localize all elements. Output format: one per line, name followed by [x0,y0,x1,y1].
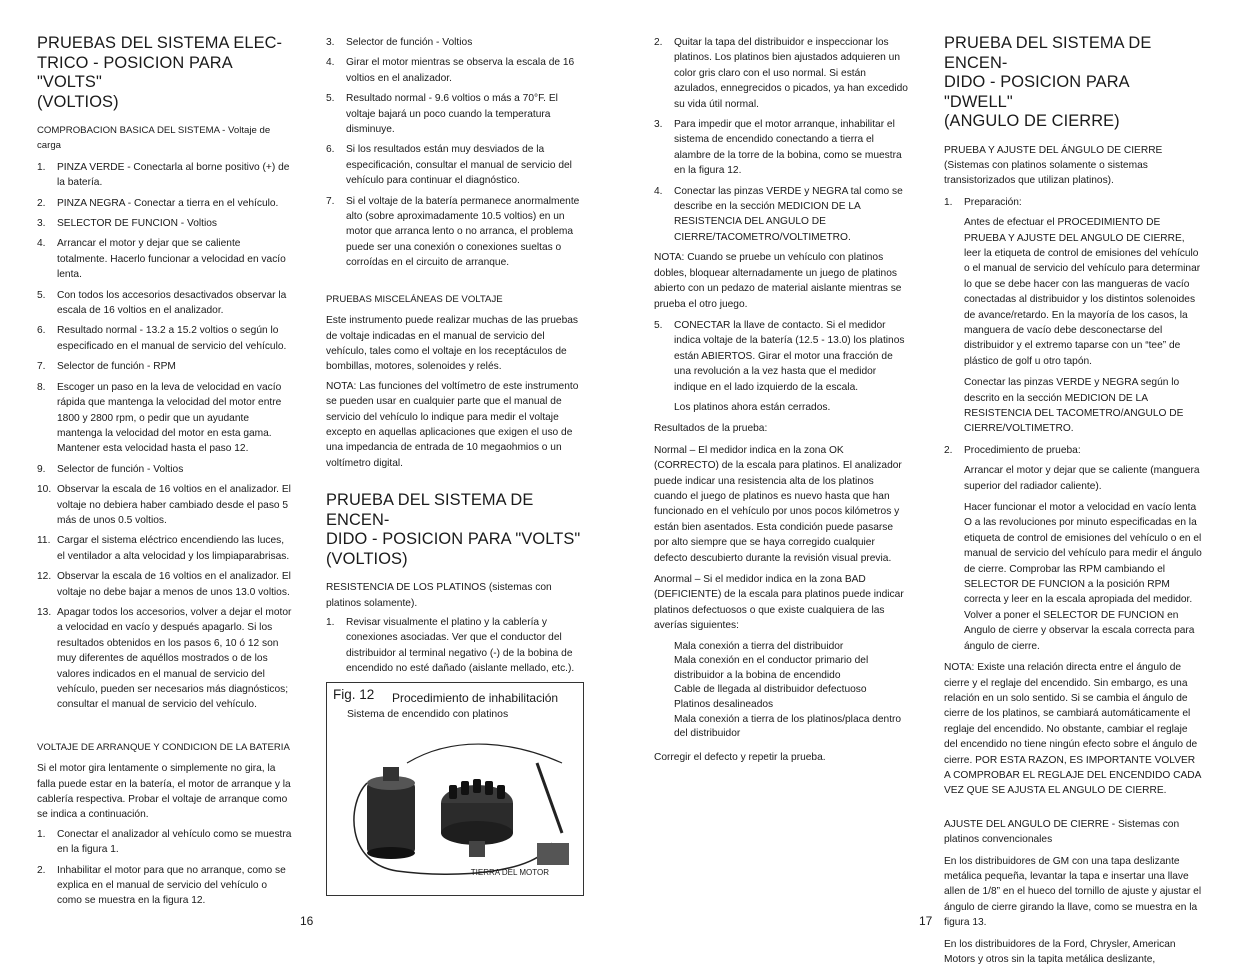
list-item [654,184,908,246]
list-item [326,35,584,50]
list-text: Apagar todos los accesorios, volver a dejar el motor a velocidad en vacío y después apagarlo. Si los resultados obtenidos en los pasos 6, 10 ó 12 son muy diferentes de aquéllos mostrados o de los valores indicados en el manual de servicio del vehículo, pueden ser necesarios más diagnósticos; consultar el manual de servicio del vehículo. [57,606,292,711]
list-number: 5. [37,289,46,301]
list-number: 6. [326,144,335,156]
figure-title: Procedimiento de inhabilitación [392,690,559,705]
list-number: 3. [37,218,46,230]
fault-item: Platinos desalineados [674,699,774,710]
subheading-basic-check: COMPROBACION BASICA DEL SISTEMA - Voltaje de carga [37,125,271,152]
list-number: 2. [37,864,46,876]
figure-12 [326,682,584,896]
list-dwell-steps [944,195,1202,210]
paragraph-note-voltmeter: NOTA: Las funciones del voltímetro de este instrumento se pueden usar en cualquier parte que el manual de servicio del vehículo lo indique para medir el voltaje excepto en aquellas aplicaciones que exigen el uso de una impedancia de entrada de 10 megaohmios o un voltímetro digital. [326,380,579,469]
column-3 [654,35,908,769]
list-item [37,288,293,319]
list-text: Girar el motor mientras se observa la escala de 16 voltios en el analizador. [346,57,575,84]
list-text: Resultado normal - 13.2 a 15.2 voltios o según lo especificado en el manual de servicio del vehículo. [57,325,287,352]
ignition-system-illustration [337,723,572,883]
list-text: PINZA NEGRA - Conectar a tierra en el vehículo. [57,197,279,209]
fault-item: Mala conexión en el conductor primario del distribuidor a la bobina de encendido [674,655,869,681]
list-text: Revisar visualmente el platino y la cablería y conexiones asociadas. Ver que el conductor del distribuidor al terminal negativo (-) de la bobina de encendido no esté dañado (aislante mellado, etc.). [346,616,575,675]
list-ignition-on [654,318,908,395]
subheading-dwell-adjust: AJUSTE DEL ANGULO DE CIERRE - Sistemas con platinos convencionales [944,818,1180,846]
list-number: 13. [37,606,52,618]
list-number: 1. [326,616,335,628]
paragraph-results-label: Resultados de la prueba: [654,423,768,435]
list-item [326,194,584,271]
list-text: Selector de función - Voltios [346,37,473,48]
list-number: 2. [654,37,663,48]
list-text: Conectar las pinzas VERDE y NEGRA tal como se describe en la sección MEDICION DE LA RESISTENCIA DEL ANGULO DE CIERRE/TACOMETRO/VOLTIMETRO. [674,185,903,243]
list-text: CONECTAR la llave de contacto. Si el medidor indica voltaje de la batería (12.5 - 13.0) los platinos están ABIERTOS. Girar el motor una fracción de una revolución a la vez hasta que el medidor indique en el lado izquierdo de la escala. [674,319,905,393]
paragraph-preparation: Antes de efectuar el PROCEDIMIENTO DE PRUEBA Y AJUSTE DEL ANGULO DE CIERRE, leer la etiqueta de control de emisiones del vehículo o el manual de servicio del vehículo para determinar lo que se debe hacer con las mangueras de vacío conectadas al distribuidor y los distintos solenoides de avance/retardo. En la mayoría de los casos, la manguera de vacío debe desconectarse del distribuidor y el extremo taparse con un “tee” de plástico de golf u otro tapón. [964,217,1201,367]
list-item [326,615,584,677]
list-item [654,35,908,112]
list-text: Cargar el sistema eléctrico encendiendo las luces, el ventilador a alta velocidad y los limpiaparabrisas. [57,535,290,562]
list-text: Quitar la tapa del distribuidor e inspeccionar los platinos. Los platinos bien ajustados adquieren un color gris claro con el uso normal. Si están azulados, ennegrecidos o picados, ya han excedido su vida útil normal. [674,37,908,110]
list-item [654,117,908,179]
list-item [37,359,293,374]
paragraph-correct-defect: Corregir el defecto y repetir la prueba. [654,751,826,763]
list-text: Resultado normal - 9.6 voltios o más a 70°F. El voltaje bajará un poco cuando la temperatura disminuye. [346,93,558,136]
list-number: 4. [654,185,663,197]
list-text: SELECTOR DE FUNCION - Voltios [57,218,218,230]
paragraph-dual-points-note: NOTA: Cuando se pruebe un vehículo con platinos dobles, bloquear alternadamente un juego de platinos abierto con un pedazo de material aislante mientras se prueba el otro juego. [654,252,902,310]
page-number-right: 17 [919,914,933,928]
list-number: 9. [37,463,46,475]
list-item [37,605,293,713]
list-number: 10. [37,484,52,496]
list-number: 7. [326,195,335,207]
list-number: 1. [37,828,46,840]
column-2 [326,35,584,896]
section-heading-ignition-dwell: PRUEBA DEL SISTEMA DE ENCEN- DIDO - POSICION PARA "DWELL" (ANGULO DE CIERRE) [944,34,1152,130]
list-item [326,142,584,188]
list-item [37,236,293,282]
list-item [326,55,584,86]
fault-item: Mala conexión a tierra de los platinos/placa dentro del distribuidor [674,713,902,740]
column-4 [944,34,1202,971]
list-faults [654,640,908,742]
list-number: 12. [37,571,52,583]
list-number: 4. [326,57,335,69]
list-item [326,91,584,137]
figure-subtitle: Sistema de encendido con platinos [347,708,509,720]
list-text: Selector de función - RPM [57,361,176,373]
list-item [37,533,293,564]
list-item [37,196,293,211]
list-item [37,863,293,909]
subheading-cranking-voltage: VOLTAJE DE ARRANQUE Y CONDICION DE LA BATERIA [37,741,290,753]
list-item [37,462,293,477]
list-item [37,380,293,457]
list-item [37,569,293,600]
page-number-left: 16 [300,914,314,928]
list-item [37,482,293,528]
list-number: 1. [37,161,46,173]
list-item [37,323,293,354]
section-heading-ignition-volts: PRUEBA DEL SISTEMA DE ENCEN- DIDO - POSICION PARA "VOLTS" (VOLTIOS) [326,491,581,568]
list-number: 3. [326,37,335,48]
list-number: 8. [37,381,46,393]
list-text: Observar la escala de 16 voltios en el analizador. El voltaje no debiera haber cambiado desde el paso 5 más de unos 0.5 voltios. [57,484,291,526]
list-cranking-continued [326,35,584,271]
list-item [37,216,293,231]
fault-item: Mala conexión a tierra del distribuidor [674,640,844,652]
list-number: 5. [654,319,663,331]
list-number: 5. [326,93,335,105]
paragraph-points-closed: Los platinos ahora están cerrados. [674,401,831,413]
figure-label: Fig. 12 [333,686,375,702]
paragraph-connect-clips: Conectar las pinzas VERDE y NEGRA según lo descrito en la sección MEDICION DE LA RESISTENCIA DEL TACOMETRO/ANGULO DE CIERRE/VOLTIMETRO. [964,377,1184,435]
list-points-inspection [326,615,584,677]
paragraph-cranking: Si el motor gira lentamente o simplemente no gira, la falla puede estar en la batería, el motor de arranque y la cablería respectiva. Probar el voltaje de arranque como se indica a continuación. [37,763,291,821]
list-text: Si el voltaje de la batería permanece anormalmente alto (sobre aproximadamente 10.5 voltios) en un motor que arranca lento o no arranca, el problema puede ser una conexión o conexiones sueltas o corroídas en el circuito de arranque. [346,195,580,269]
list-text: Arrancar el motor y dejar que se caliente totalmente. Hacerlo funcionar a velocidad en vacío lenta. [57,238,286,281]
section-heading-electrical: PRUEBAS DEL SISTEMA ELEC- TRICO - POSICION PARA "VOLTS" (VOLTIOS) [37,34,283,111]
subheading-misc-voltage: PRUEBAS MISCELÁNEAS DE VOLTAJE [326,293,503,305]
list-item [654,318,908,395]
list-dwell-steps-2 [944,443,1202,458]
list-basic-check [37,160,293,713]
list-number: 2. [37,197,46,209]
list-text: PINZA VERDE - Conectarla al borne positivo (+) de la batería. [57,161,290,189]
list-text: Observar la escala de 16 voltios en el analizador. El voltaje no debe bajar a menos de unos 13.0 voltios. [57,571,291,598]
fault-item: Cable de llegada al distribuidor defectuoso [674,684,867,696]
list-item: 1. Preparación: [944,196,1022,208]
list-cranking [37,827,293,909]
paragraph-dwell-intro: PRUEBA Y AJUSTE DEL ÁNGULO DE CIERRE (Sistemas con platinos solamente o sistemas transistorizados que utilizan platinos). [944,144,1163,187]
paragraph-start-engine: Arrancar el motor y dejar que se caliente (manguera superior del radiador caliente). [964,465,1200,492]
list-text: Escoger un paso en la leva de velocidad en vacío rápida que mantenga la velocidad del motor entre 1800 y 2800 rpm, o pedir que un ayudante mantenga la velocidad del motor en esta gama. Mantener esta velocidad hasta el paso 12. [57,381,282,455]
list-number: 7. [37,361,46,373]
list-number: 4. [37,238,46,250]
list-text: Si los resultados están muy desviados de la especificación, consultar el manual de servicio del vehículo para continuar el diagnóstico. [346,144,572,187]
list-text: Para impedir que el motor arranque, inhabilitar el sistema de encendido conectando a tierra el alambre de la torre de la bobina, como se muestra en la figura 12. [674,119,902,177]
list-text: Con todos los accesorios desactivados observar la escala de 16 voltios en el analizador. [57,289,287,317]
list-number: 11. [37,535,51,547]
paragraph-dwell-note: NOTA: Existe una relación directa entre el ángulo de cierre y el reglaje del encendido. Sin embargo, es una relación en un solo sentido. Si se cambia el ángulo de cierre de los platinos, se cambiará automáticamente el reglaje del encendido. No obstante, cambiar el reglaje del encendido no tiene ningún efecto sobre el ángulo de cierre. POR ESTA RAZON, ES IMPORTANTE VOLVER A COMPROBAR EL REGLAJE DEL ENCENDIDO CADA VEZ QUE SE AJUSTA EL ANGULO DE CIERRE. [944,662,1201,797]
paragraph-normal-result: Normal – El medidor indica en la zona OK (CORRECTO) de la escala para platinos. El analizador puede indicar una resistencia alta de los platinos cuando el juego de platinos es nuevo hasta que han funcionado en el vehículo por unos pocos kilómetros y están bien asentados. Esta condición puede pasarse por alto siempre que se haya corregido cualquier defecto descubierto durante la revisión visual previa. [654,444,902,564]
list-text: Selector de función - Voltios [57,463,184,475]
paragraph-points-resistance: RESISTENCIA DE LOS PLATINOS (sistemas con platinos solamente). [326,582,552,609]
paragraph-gm-distributors: En los distribuidores de GM con una tapa deslizante metálica pequeña, levantar la tapa e insertar una llave allen de 1/8” en el hueco del tornillo de ajuste y ajustar el ángulo de cierre girando la llave, como se muestra en la figura 13. [944,855,1202,929]
list-text: Inhabilitar el motor para que no arranque, como se explica en el manual de servicio del vehículo o como se muestra en la figura 12. [57,864,286,907]
list-item [37,827,293,858]
list-text: Conectar el analizador al vehículo como se muestra en la figura 1. [57,828,292,856]
list-item: 2. Procedimiento de prueba: [944,444,1081,456]
paragraph-abnormal-result: Anormal – Si el medidor indica en la zona BAD (DEFICIENTE) de la escala para platinos puede indicar platinos defectuosos o que existe cualquiera de las averías siguientes: [654,574,904,632]
figure-ground-label: TIERRA DEL MOTOR [470,868,549,878]
list-item [37,160,293,191]
list-number: 6. [37,325,46,337]
paragraph-ford-distributors: En los distribuidores de la Ford, Chrysler, American Motors y otros sin la tapita metálica deslizante, [944,938,1176,965]
list-number: 3. [654,119,663,131]
column-1 [37,34,293,914]
paragraph-run-engine: Hacer funcionar el motor a velocidad en vacío lenta O a las revoluciones por minuto especificadas en la etiqueta de control de emisiones del vehículo o en el manual de servicio del vehículo para medir el ángulo de cierre. Comprobar las RPM cambiando el SELECTOR DE FUNCION a la posición RPM correcta y leer en la escala apropiada del medidor. Volver a poner el SELECTOR DE FUNCION en Angulo de cierre y observar la escala correcta para ángulo de cierre. [964,502,1202,652]
paragraph-misc-voltage: Este instrumento puede realizar muchas de las pruebas de voltaje indicadas en el manual de servicio del vehículo, tales como el voltaje en los receptáculos de bombillas, motores, solenoides y relés. [326,315,578,373]
list-points-steps [654,35,908,245]
